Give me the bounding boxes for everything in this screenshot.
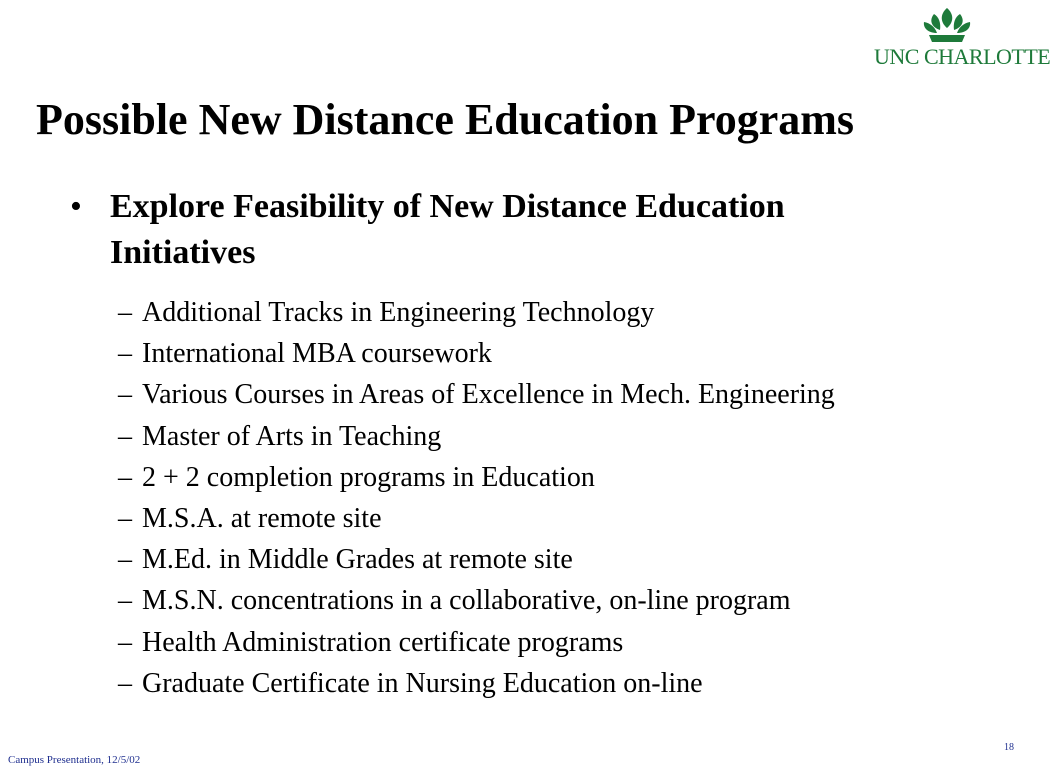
- list-item: [118, 539, 835, 580]
- dash-icon: –: [118, 420, 132, 452]
- list-item-text: M.S.A. at remote site: [142, 502, 382, 534]
- slide-title: Possible New Distance Education Programs: [36, 95, 855, 144]
- crown-leaves-icon: [874, 6, 1020, 46]
- list-item: [118, 292, 835, 333]
- main-bullet-text: Explore Feasibility of New Distance Education Initiatives: [110, 188, 785, 271]
- list-item-text: Additional Tracks in Engineering Technology: [142, 297, 655, 328]
- dash-icon: –: [118, 297, 132, 328]
- list-item: [118, 457, 835, 498]
- program-list: [118, 292, 835, 704]
- dash-icon: –: [118, 338, 132, 370]
- dash-icon: –: [118, 626, 132, 658]
- list-item-text: Various Courses in Areas of Excellence in Mech. Engineering: [142, 379, 835, 411]
- dash-icon: –: [118, 544, 132, 576]
- list-item: [118, 333, 835, 374]
- list-item-text: 2 + 2 completion programs in Education: [142, 461, 595, 493]
- page-number: 18: [1004, 742, 1014, 753]
- list-item: [118, 374, 835, 415]
- dash-icon: –: [118, 502, 132, 534]
- unc-charlotte-logo: [874, 6, 1050, 74]
- list-item-text: Graduate Certificate in Nursing Education on-line: [142, 667, 703, 699]
- list-item-text: International MBA coursework: [142, 338, 492, 370]
- dash-icon: –: [118, 461, 132, 493]
- list-item: [118, 416, 835, 457]
- list-item: [118, 498, 835, 539]
- logo-text: UNC CHARLOTTE: [874, 44, 1050, 69]
- list-item-text: Master of Arts in Teaching: [142, 420, 442, 452]
- list-item-text: M.Ed. in Middle Grades at remote site: [142, 544, 573, 576]
- bullet-icon: •: [70, 188, 82, 225]
- list-item: [118, 663, 835, 704]
- list-item-text: M.S.N. concentrations in a collaborative, on-line program: [142, 585, 791, 617]
- list-item: [118, 580, 835, 621]
- dash-icon: –: [118, 585, 132, 617]
- list-item-text: Health Administration certificate programs: [142, 626, 624, 658]
- footer-caption: Campus Presentation, 12/5/02: [8, 754, 141, 766]
- dash-icon: –: [118, 379, 132, 411]
- list-item: [118, 622, 835, 663]
- dash-icon: –: [118, 667, 132, 699]
